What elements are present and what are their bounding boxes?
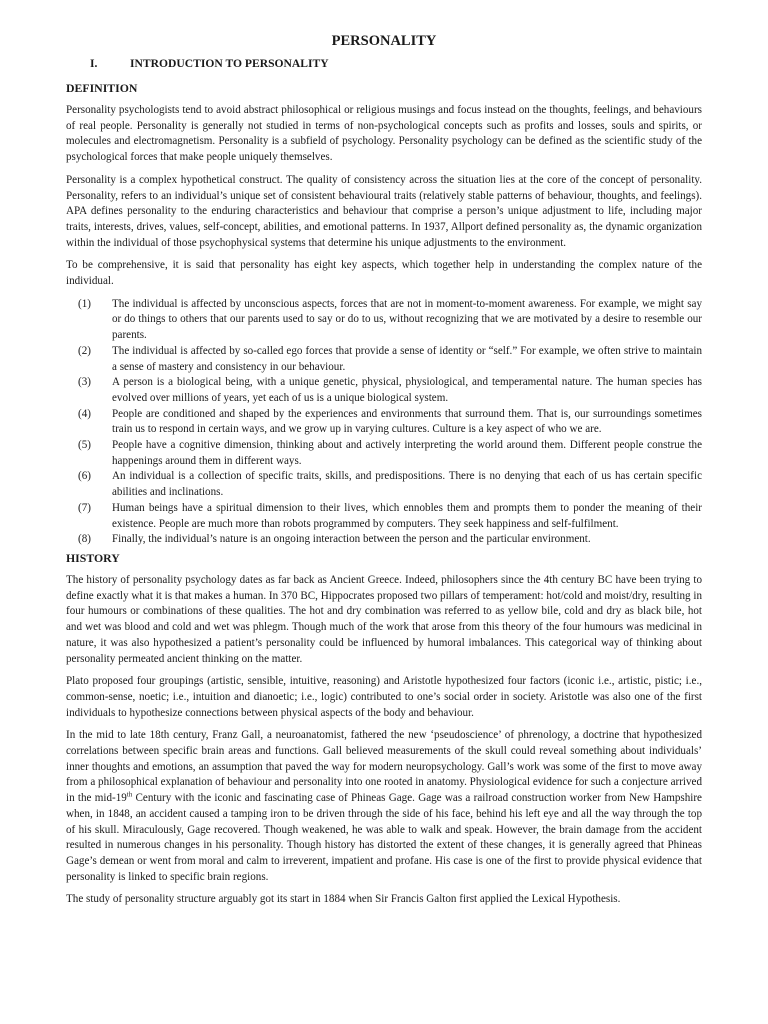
list-item-text: Human beings have a spiritual dimension to their lives, which ennobles them and prompts them to ponder the meaning of their existence. People are much more than robots programmed by computers. They seek happiness and self-fulfilment. (112, 501, 702, 530)
gall-text-start: In the mid to late 18th century, Franz Gall, a neuroanatomist, fathered the new ‘pseudoscience’ of phrenology, a doctrine that hypothesized correlations between specific brain areas and functions. Gall believed measurements of the skull could reveal something about individuals’ inner thoughts and emotions, an assumption that paved the way for modern neuropsychology. Gall’s work was some of the first to move away from a philosophical explanation of behaviour and personality into one rooted in anatomy. Physiological evidence for such a conjecture arrived in the mid-19 (66, 729, 702, 805)
history-closing-paragraph: The study of personality structure arguably got its start in 1884 when Sir Francis Galton first applied the Lexical Hypothesis. (66, 893, 621, 906)
list-item-number: (6) (78, 470, 91, 483)
list-item-text: Finally, the individual’s nature is an ongoing interaction between the person and the particular environment. (112, 533, 591, 546)
superscript-th: th (126, 790, 133, 799)
list-item-number: (1) (78, 297, 91, 310)
list-item-text: People have a cognitive dimension, thinking about and actively interpreting the world around them. Different people construe the happenings around them in different ways. (112, 439, 702, 467)
list-item (66, 501, 702, 532)
definition-paragraph: To be comprehensive, it is said that personality has eight key aspects, which together help in understanding the complex nature of the individual. (66, 259, 702, 288)
list-item (66, 407, 702, 438)
definition-paragraph: Personality psychologists tend to avoid abstract philosophical or religious musings and focus instead on the thoughts, feelings, and behaviours of real people. Personality is generally not studied in terms of non-psychological concepts such as profits and losses, souls and spirits, or molecules and electromagnetism. Personality is a subfield of psychology. Personality psychology can be defined as the scientific study of the psychological forces that make people uniquely themselves. (66, 104, 702, 164)
gall-text-end: Century with the iconic and fascinating case of Phineas Gage. Gage was a railroad construction worker from New Hampshire when, in 1848, an accident caused a tamping iron to be driven through the side of his face, behind his left eye and all the way through the top of his skull. Miraculously, Gage recovered. Though weakened, he was able to walk and speak. However, the brain damage from the accident resulted in numerous changes in his personality. Though history has distorted the extent of these changes, it is generally agreed that Phineas Gage’s demean or went from moral and calm to irreverent, impatient and profane. His case is one of the first to provide physical evidence that personality is linked to specific brain regions. (66, 792, 702, 883)
list-item (66, 532, 702, 548)
list-item-number: (4) (78, 407, 91, 420)
list-item-number: (5) (78, 439, 91, 452)
list-item-number: (8) (78, 533, 91, 546)
page-title: PERSONALITY (331, 33, 437, 49)
history-heading: HISTORY (66, 550, 120, 565)
section-heading (66, 56, 702, 72)
list-item (66, 344, 702, 375)
list-item-text: The individual is affected by unconscious aspects, forces that are not in moment-to-moment awareness. For example, we might say or do things to others that our parents used to say or do to us, without recognizing that we are motivated by a desire to resemble our parents. (112, 297, 702, 342)
list-item-text: People are conditioned and shaped by the experiences and environments that surround them. That is, our surroundings sometimes train us to respond in certain ways, and we grow up in varying cultures. Culture is a key aspect of who we are. (112, 407, 702, 436)
list-item-number: (7) (78, 501, 91, 514)
list-item-number: (2) (78, 344, 91, 357)
history-paragraph: The history of personality psychology dates as far back as Ancient Greece. Indeed, philosophers since the 4th century BC have been trying to define exactly what it is that makes a human. In 370 BC, Hippocrates proposed two pillars of temperament: hot/cold and moist/dry, resulting in four humours or combinations of these qualities. The hot and dry combination was referred to as yellow bile, cold and dry as black bile, hot and wet was blood and cold and wet was phlegm. Though much of the work that arose from this theory of the four humours was medicinal in nature, it was also hypothesized a patient’s personality could be influenced by humoral imbalances. This categorical way of thinking about personality permeated ancient thinking on the matter. (66, 573, 702, 665)
definition-heading: DEFINITION (66, 81, 138, 95)
section-title: INTRODUCTION TO PERSONALITY (130, 57, 329, 70)
list-item-number: (3) (78, 376, 91, 389)
list-item (66, 375, 702, 406)
aspects-list (66, 297, 702, 548)
section-number: I. (90, 57, 98, 70)
list-item-text: An individual is a collection of specific traits, skills, and predispositions. There is no denying that each of us has certain specific abilities and inclinations. (112, 470, 702, 499)
list-item-text: The individual is affected by so-called ego forces that provide a sense of identity or “self.” For example, we often strive to maintain a sense of mastery and consistency in our behaviour. (112, 344, 702, 373)
list-item-text: A person is a biological being, with a unique genetic, physical, physiological, and temperamental nature. The human species has evolved over millions of years, yet each of us is a unique biological system. (112, 376, 702, 404)
history-paragraph: Plato proposed four groupings (artistic, sensible, intuitive, reasoning) and Aristotle hypothesized four factors (iconic i.e., artistic, pistic; i.e., common-sense, noetic; i.e., intuition and dianoetic; i.e., logic) contributed to one’s social order in society. Aristotle was also one of the first individuals to hypothesize connections between physical aspects of the body and behaviour. (66, 675, 702, 719)
list-item (66, 469, 702, 500)
list-item (66, 438, 702, 469)
definition-paragraph: Personality is a complex hypothetical construct. The quality of consistency across the situation lies at the core of the concept of personality. Personality, refers to an individual’s unique set of consistent behavioural traits (relatively stable patterns of behaviour, thoughts, and feelings). APA defines personality to the enduring characteristics and behaviour that comprise a person’s unique adjustment to life, including major traits, interests, drives, values, self-concept, abilities, and emotional patterns. In 1937, Allport defined personality as, the dynamic organization within the individual of those psychophysical systems that determine his unique adjustments to the environment. (66, 173, 702, 249)
history-paragraph-gall (66, 728, 702, 885)
list-item (66, 297, 702, 344)
